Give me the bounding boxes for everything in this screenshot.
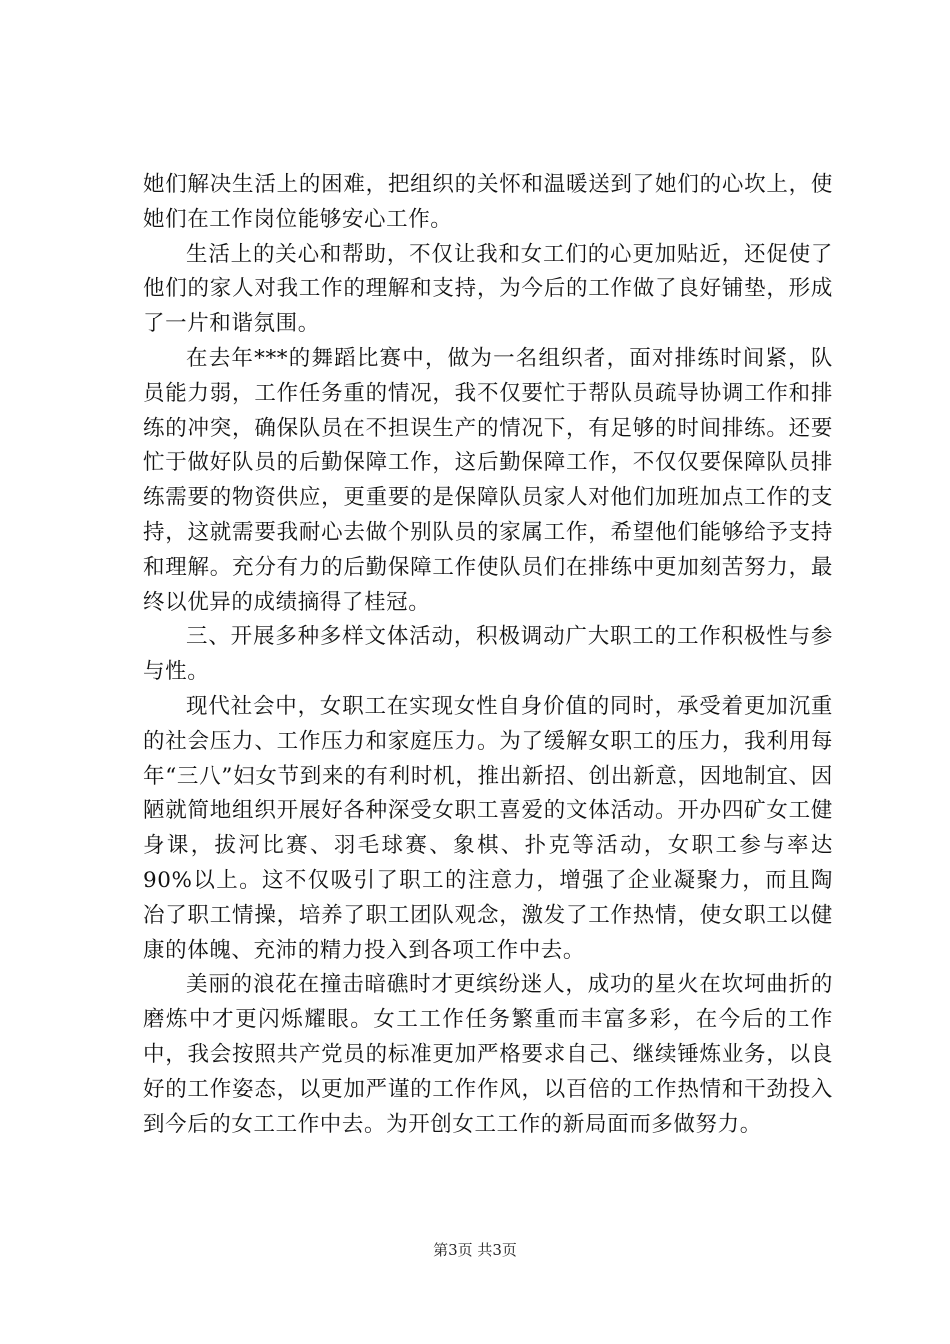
section-heading-cultural-activities: 三、开展多种多样文体活动，积极调动广大职工的工作积极性与参与性。 xyxy=(143,624,833,685)
paragraph-conclusion: 美丽的浪花在撞击暗礁时才更缤纷迷人，成功的星火在坎坷曲折的磨炼中才更闪烁耀眼。女工工作任务繁重而丰富多彩，在今后的工作中，我会按照共产党员的标准更加严格要求自己、继续锤炼业务，以良好的工作姿态，以更加严谨的工作作风，以百倍的工作热情和干劲投入到今后的女工工作中去。为开创女工工作的新局面而多做努力。 xyxy=(143,972,833,1137)
paragraph-dance-competition: 在去年***的舞蹈比赛中，做为一名组织者，面对排练时间紧，队员能力弱，工作任务重的情况，我不仅要忙于帮队员疏导协调工作和排练的冲突，确保队员在不担误生产的情况下，有足够的时间排练。还要忙于做好队员的后勤保障工作，这后勤保障工作，不仅仅要保障队员排练需要的物资供应，更重要的是保障队员家人对他们加班加点工作的支持，这就需要我耐心去做个别队员的家属工作，希望他们能够给予支持和理解。充分有力的后勤保障工作使队员们在排练中更加刻苦努力，最终以优异的成绩摘得了桂冠。 xyxy=(143,345,833,615)
page-footer: 第3页 共3页 xyxy=(433,1241,517,1259)
document-body xyxy=(143,168,833,1142)
paragraph-continued: 她们解决生活上的困难，把组织的关怀和温暖送到了她们的心坎上，使她们在工作岗位能够安心工作。 xyxy=(143,172,833,232)
paragraph-modern-society: 现代社会中，女职工在实现女性自身价值的同时，承受着更加沉重的社会压力、工作压力和家庭压力。为了缓解女职工的压力，我利用每年“三八”妇女节到来的有利时机，推出新招、创出新意，因地制宜、因陋就简地组织开展好各种深受女职工喜爱的文体活动。开办四矿女工健身课，拔河比赛、羽毛球赛、象棋、扑克等活动，女职工参与率达90%以上。这不仅吸引了职工的注意力，增强了企业凝聚力，而且陶冶了职工情操，培养了职工团队观念，激发了工作热情，使女职工以健康的体魄、充沛的精力投入到各项工作中去。 xyxy=(143,693,833,963)
paragraph-life-care: 生活上的关心和帮助，不仅让我和女工们的心更加贴近，还促使了他们的家人对我工作的理解和支持，为今后的工作做了良好铺垫，形成了一片和谐氛围。 xyxy=(143,241,833,337)
